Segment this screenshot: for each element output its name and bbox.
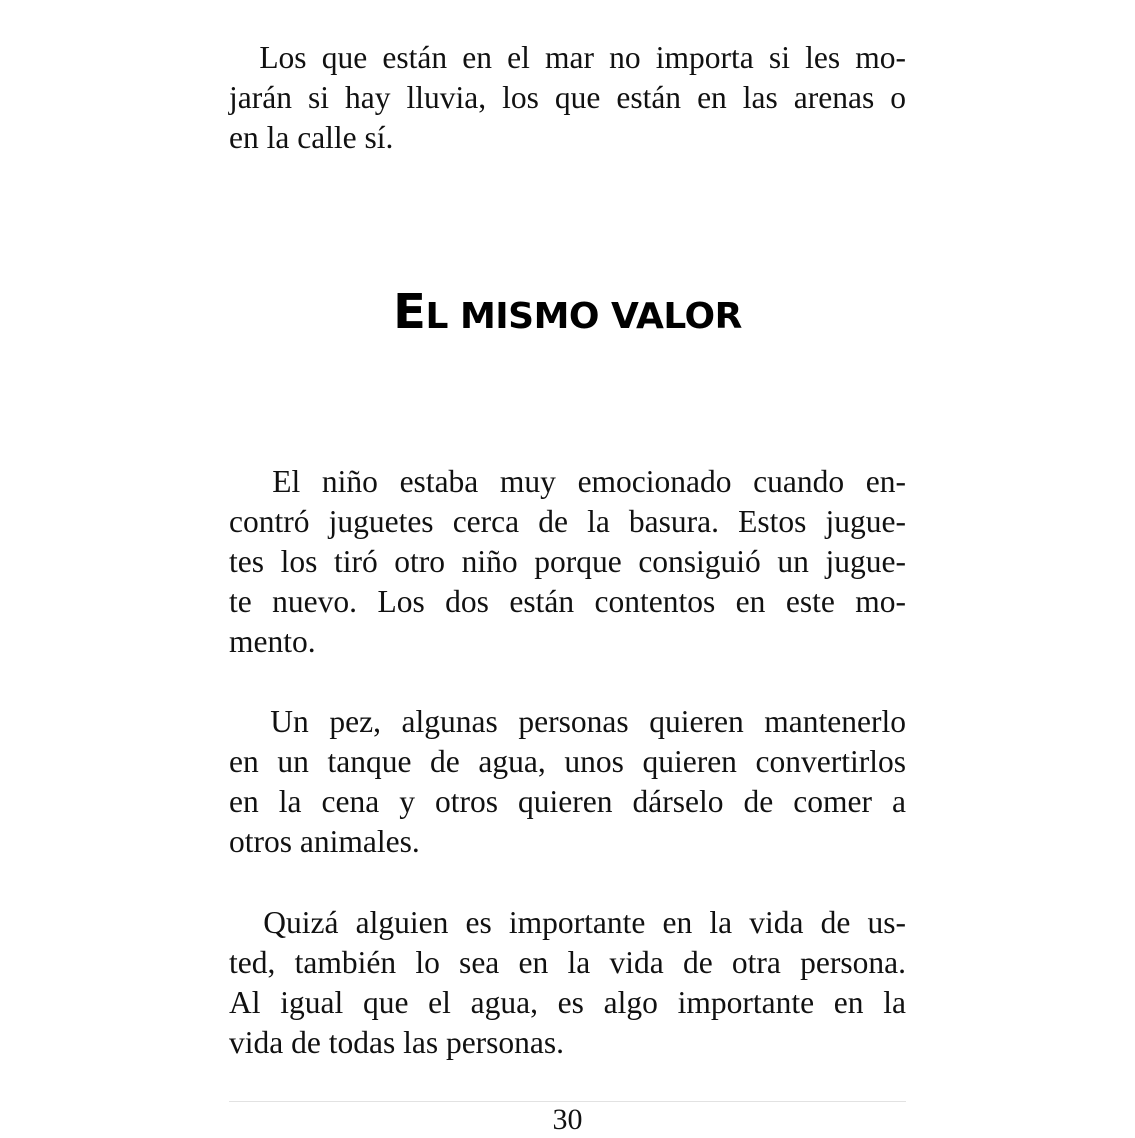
- paragraph-line: te nuevo. Los dos están contentos en este mo-: [229, 584, 906, 619]
- paragraph-line: Quizá alguien es importante en la vida de us-: [229, 905, 906, 940]
- heading-initial: E: [393, 284, 426, 340]
- paragraph-3: [229, 702, 906, 862]
- paragraph-line: en un tanque de agua, unos quieren convertirlos: [229, 744, 906, 779]
- paragraph-line: otros animales.: [229, 824, 420, 859]
- paragraph-line: en la cena y otros quieren dárselo de comer a: [229, 784, 906, 819]
- paragraph-2: [229, 462, 906, 662]
- paragraph-line: ted, también lo sea en la vida de otra persona.: [229, 945, 906, 980]
- paragraph-line: tes los tiró otro niño porque consiguió un jugue-: [229, 544, 906, 579]
- heading-rest: L MISMO VALOR: [425, 296, 742, 337]
- paragraph-line: Los que están en el mar no importa si les mo-: [229, 40, 906, 75]
- section-heading: [0, 284, 1135, 340]
- paragraph-line: vida de todas las personas.: [229, 1025, 565, 1060]
- paragraph-line: Al igual que el agua, es algo importante en la: [229, 985, 906, 1020]
- paragraph-line: El niño estaba muy emocionado cuando en-: [229, 464, 906, 499]
- paragraph-line: Un pez, algunas personas quieren mantenerlo: [229, 704, 906, 739]
- paragraph-line: en la calle sí.: [229, 120, 394, 155]
- paragraph-line: jarán si hay lluvia, los que están en las arenas o: [229, 80, 906, 115]
- paragraph-1: [229, 38, 906, 158]
- paragraph-line: mento.: [229, 624, 316, 659]
- paragraph-line: contró juguetes cerca de la basura. Estos jugue-: [229, 504, 906, 539]
- page-number: 30: [552, 1103, 583, 1136]
- paragraph-4: [229, 903, 906, 1063]
